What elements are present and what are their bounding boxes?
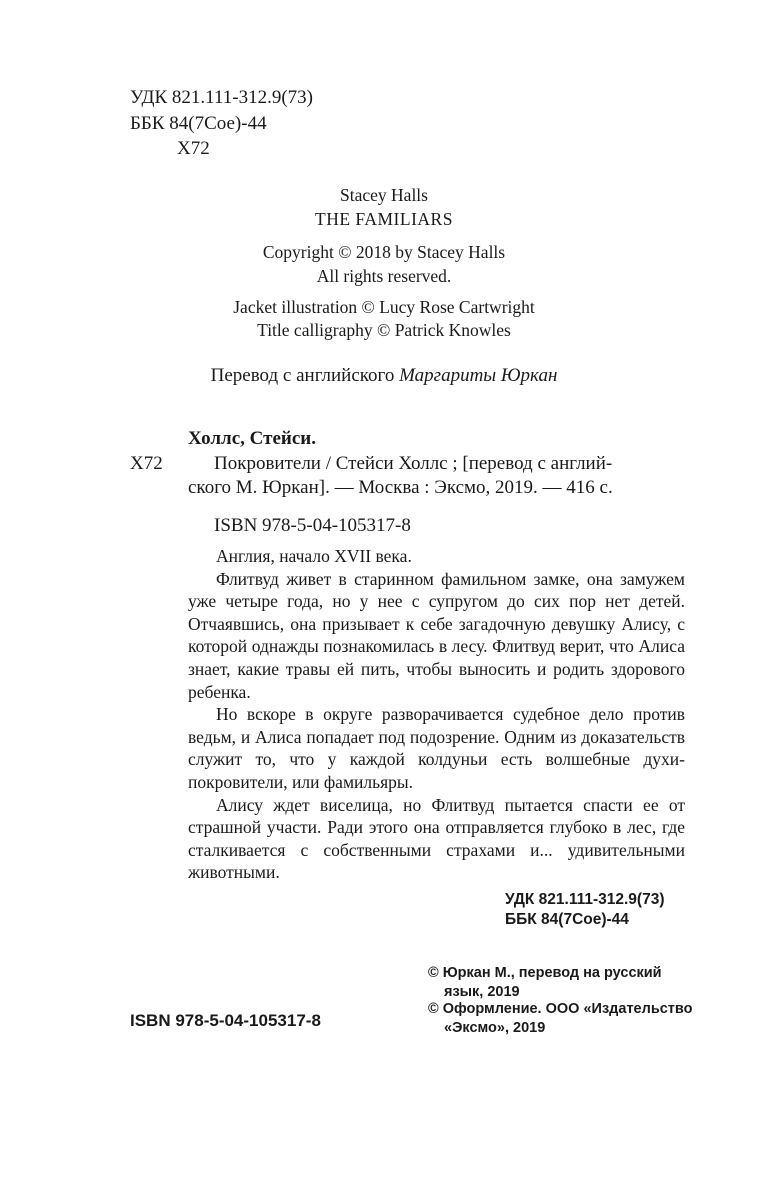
copyright-design: [428, 1000, 706, 1038]
translation-prefix: Перевод с английского: [210, 365, 395, 386]
calligraphy-credit: Title calligraphy © Patrick Knowles: [257, 320, 511, 340]
bib-isbn: ISBN 978-5-04-105317-8: [214, 515, 411, 536]
annotation-paragraph: Алису ждет виселица, но Флитвуд пытается спасти ее от страшной участи. Ради этого она отправляется глубоко в лес, где сталкивается с собственными страхами и... удивительными животными.: [188, 794, 685, 883]
bbk-code: ББК 84(7Сое)-44: [130, 113, 267, 134]
bib-line-2: ского М. Юркан]. — Москва : Эксмо, 2019. — 416 с.: [188, 477, 613, 498]
udk-code: УДК 821.111-312.9(73): [130, 87, 313, 108]
bib-heading: Холлс, Стейси.: [188, 428, 316, 449]
jacket-credit: Jacket illustration © Lucy Rose Cartwright: [233, 297, 535, 317]
translator-name: Маргариты Юркан: [399, 365, 558, 386]
annotation-paragraph: Но вскоре в округе разворачивается судебное дело против ведьм, и Алиса попадает под подозрение. Одним из доказательств служит то, что у каждой колдуньи есть волшебные духи-покровители, или фамильяры.: [188, 704, 685, 792]
original-author: Stacey Halls: [340, 185, 428, 205]
bib-line-1: Покровители / Стейси Холлс ; [перевод с англий-: [214, 453, 613, 474]
footer-udk: УДК 821.111-312.9(73): [505, 891, 665, 908]
bib-description: [188, 452, 685, 500]
rights-reserved: All rights reserved.: [316, 266, 452, 286]
original-copyright: Copyright © 2018 by Stacey Halls: [262, 242, 506, 262]
copyright-design-text: © Оформление. ООО «Издательство «Эксмо», 2019: [428, 1001, 693, 1036]
annotation-paragraph: Флитвуд живет в старинном фамильном замке, она замужем уже четыре года, но у нее с супругом до сих пор нет детей. Отчаявшись, она призывает к себе загадочную девушку Алису, с которой однажды познакомилась в лесу. Флитвуд верит, что Алиса знает, какие травы ей пить, чтобы выносить и родить здорового ребенка.: [188, 568, 685, 702]
annotation-paragraph: Англия, начало XVII века.: [216, 546, 412, 566]
author-mark: Х72: [177, 138, 210, 159]
footer-bbk: ББК 84(7Сое)-44: [505, 911, 629, 928]
footer-isbn: ISBN 978-5-04-105317-8: [130, 1011, 321, 1030]
original-title: THE FAMILIARS: [315, 209, 453, 229]
translation-credit: [0, 364, 768, 388]
copyright-translation: [428, 964, 704, 1002]
bib-mark: Х72: [130, 453, 163, 474]
copyright-translation-text: © Юркан М., перевод на русский язык, 2019: [428, 965, 662, 1000]
annotation: [188, 545, 685, 884]
